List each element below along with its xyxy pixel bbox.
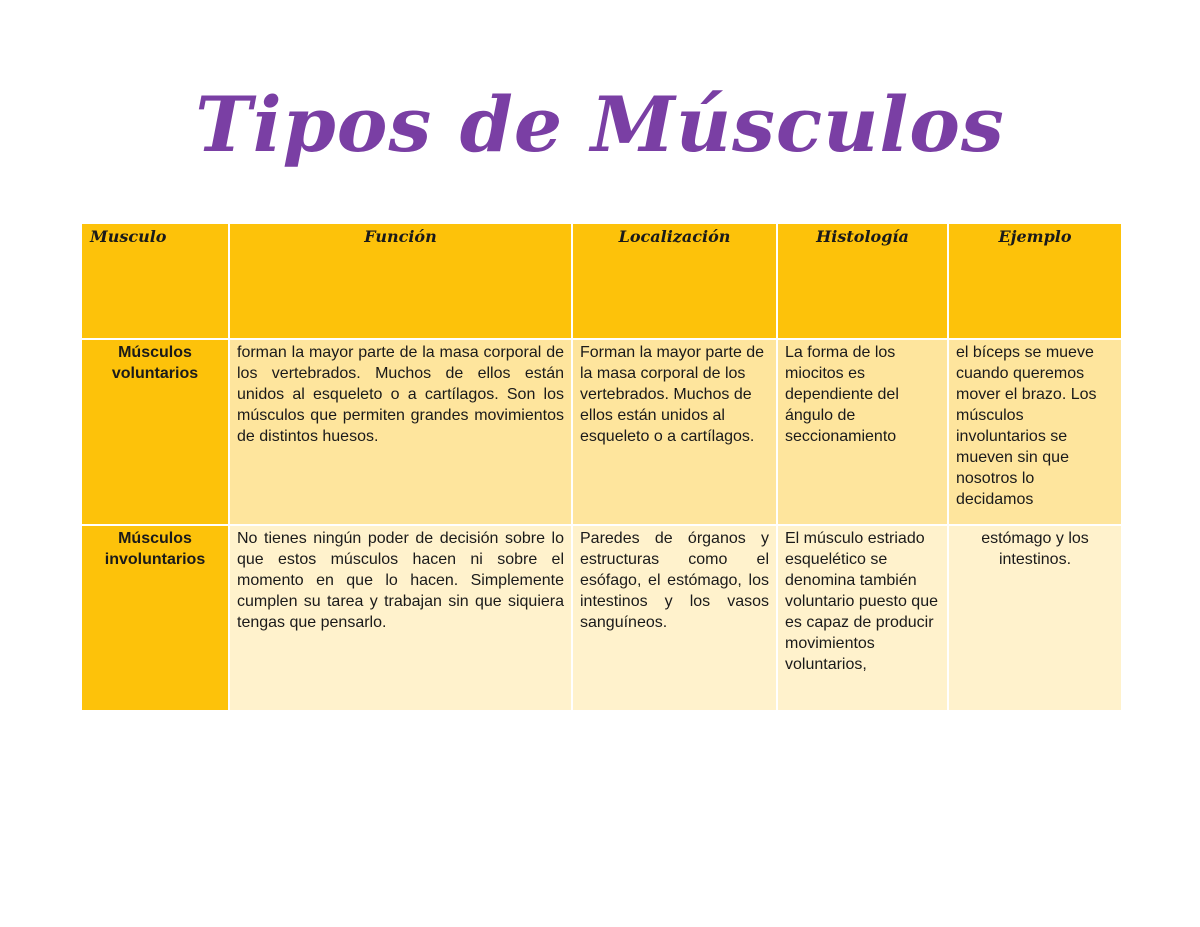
header-histologia: Histología (777, 223, 948, 339)
cell-localizacion: Paredes de órganos y estructuras como el esófago, el estómago, los intestinos y los vasos sanguíneos. (572, 525, 777, 711)
row-label-involuntarios: Músculos involuntarios (81, 525, 229, 711)
header-ejemplo: Ejemplo (948, 223, 1122, 339)
cell-histologia: La forma de los miocitos es dependiente del ángulo de seccionamiento (777, 339, 948, 525)
row-label-voluntarios: Músculos voluntarios (81, 339, 229, 525)
table-row (81, 525, 1122, 711)
cell-localizacion: Forman la mayor parte de la masa corporal de los vertebrados. Muchos de ellos están unidos al esqueleto o a cartílagos. (572, 339, 777, 525)
cell-funcion: No tienes ningún poder de decisión sobre lo que estos músculos hacen ni sobre el momento en que lo hacen. Simplemente cumplen su tarea y trabajan sin que siquiera tengas que pensarlo. (229, 525, 572, 711)
cell-ejemplo: estómago y los intestinos. (948, 525, 1122, 711)
table-row (81, 339, 1122, 525)
table-header-row (81, 223, 1122, 339)
header-musculo: Musculo (81, 223, 229, 339)
header-funcion: Función (229, 223, 572, 339)
page-title: Tipos de Músculos (195, 80, 1005, 169)
cell-histologia: El músculo estriado esquelético se denomina también voluntario puesto que es capaz de producir movimientos voluntarios, (777, 525, 948, 711)
muscle-types-table (80, 222, 1123, 712)
cell-funcion: forman la mayor parte de la masa corporal de los vertebrados. Muchos de ellos están unidos al esqueleto o a cartílagos. Son los músculos que permiten grandes movimientos de distintos huesos. (229, 339, 572, 525)
cell-ejemplo: el bíceps se mueve cuando queremos mover el brazo. Los músculos involuntarios se mueven sin que nosotros lo decidamos (948, 339, 1122, 525)
header-localizacion: Localización (572, 223, 777, 339)
